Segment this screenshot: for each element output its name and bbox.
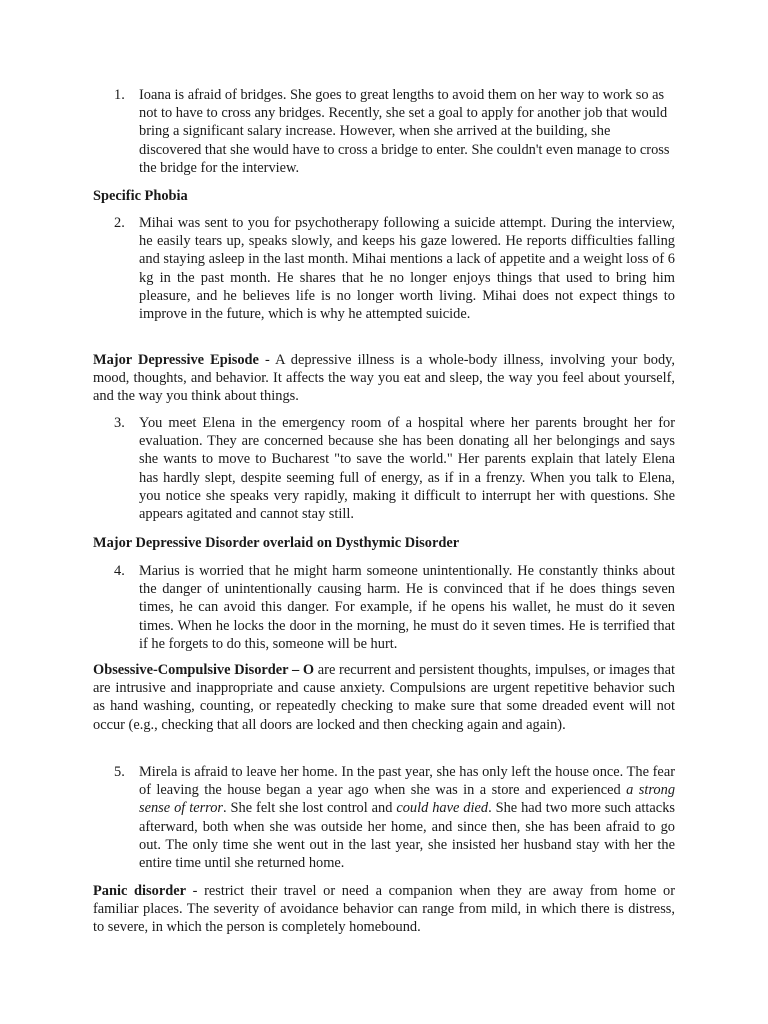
diagnosis-label: Obsessive-Compulsive Disorder – O — [93, 662, 315, 678]
diagnosis-description: are recurrent and persistent thoughts, impulses, or images that are intrusive and inappropriate and cause anxiety. Compulsions are urgent repetitive behavior such as hand washing, counting, or repeatedly checking to make sure that some dreaded event will not occur (e.g., checking that all doors are locked and then checking again and again). — [93, 662, 675, 733]
diagnosis-description: - restrict their travel or need a companion when they are away from home or familiar places. The severity of avoidance behavior can range from mild, in which there is distress, to severe, in which the person is completely homebound. — [93, 883, 675, 936]
diagnosis-label: Panic disorder — [93, 883, 186, 899]
case-text: You meet Elena in the emergency room of a hospital where her parents brought her for evaluation. They are concerned because she has been donating all her belongings and says she wants to move to Bucharest "to save the world." Her parents explain that lately Elena has hardly slept, despite seeming full of energy, as if in a frenzy. When you talk to Elena, you notice she speaks very rapidly, making it difficult to interrupt her with questions. She appears agitated and cannot stay still. — [139, 415, 675, 523]
case-text: Mihai was sent to you for psychotherapy following a suicide attempt. During the interview, he easily tears up, speaks slowly, and keeps his gaze lowered. He reports difficulties falling and staying asleep in the last month. Mihai mentions a lack of appetite and a weight loss of 6 kg in the past month. He shares that he no longer enjoys things that used to bring him pleasure, and he believes life is no longer worth living. Mihai does not expect things to improve in the future, which is why he attempted suicide. — [139, 215, 675, 323]
list-item-number: 5. — [114, 764, 125, 780]
case-text: Ioana is afraid of bridges. She goes to great lengths to avoid them on her way to work so as not to have to cross any bridges. Recently, she set a goal to apply for another job that would bring a significant salary increase. However, when she arrived at the building, she discovered that she would have to cross a bridge to enter. She couldn't even manage to cross the bridge for the interview. — [139, 87, 670, 176]
list-item — [114, 86, 673, 177]
list-item — [114, 562, 675, 653]
case-text: Mirela is afraid to leave her home. In the past year, she has only left the house once. The fear of leaving the house began a year ago when she was in a store and experienced a strong sense of terror. She felt she lost control and could have died. She had two more such attacks afterward, both when she was outside her home, and since then, she has been afraid to go out. The only time she went out in the last year, she insisted her husband stay with her the entire time until she returned home. — [139, 764, 676, 872]
diagnosis-label: Specific Phobia — [93, 188, 188, 204]
list-item-number: 4. — [114, 563, 125, 579]
diagnosis-label: Major Depressive Disorder overlaid on Dysthymic Disorder — [93, 535, 460, 551]
answer-paragraph — [93, 882, 675, 937]
answer-paragraph — [93, 661, 675, 734]
list-item-number: 2. — [114, 215, 125, 231]
answer-paragraph — [93, 187, 675, 205]
list-item — [114, 414, 675, 523]
diagnosis-description: - A depressive illness is a whole-body illness, involving your body, mood, thoughts, and behavior. It affects the way you eat and sleep, the way you feel about yourself, and the way you think about things. — [93, 352, 676, 405]
answer-paragraph — [93, 534, 675, 552]
diagnosis-label: Major Depressive Episode — [93, 352, 259, 368]
list-item — [114, 214, 675, 323]
list-item-number: 1. — [114, 87, 125, 103]
case-text: Marius is worried that he might harm someone unintentionally. He constantly thinks about the danger of unintentionally causing harm. He is convinced that if he does things seven times, he can avoid this danger. For example, if he opens his wallet, he must do it seven times. When he locks the door in the morning, he must do it seven times. He is terrified that if he forgets to do this, someone will be hurt. — [139, 563, 675, 652]
list-item — [114, 763, 676, 872]
emphasis-text: could have died — [396, 800, 489, 817]
list-item-number: 3. — [114, 415, 125, 431]
answer-paragraph — [93, 351, 675, 406]
emphasis-text: a strong sense of terror — [139, 782, 676, 817]
